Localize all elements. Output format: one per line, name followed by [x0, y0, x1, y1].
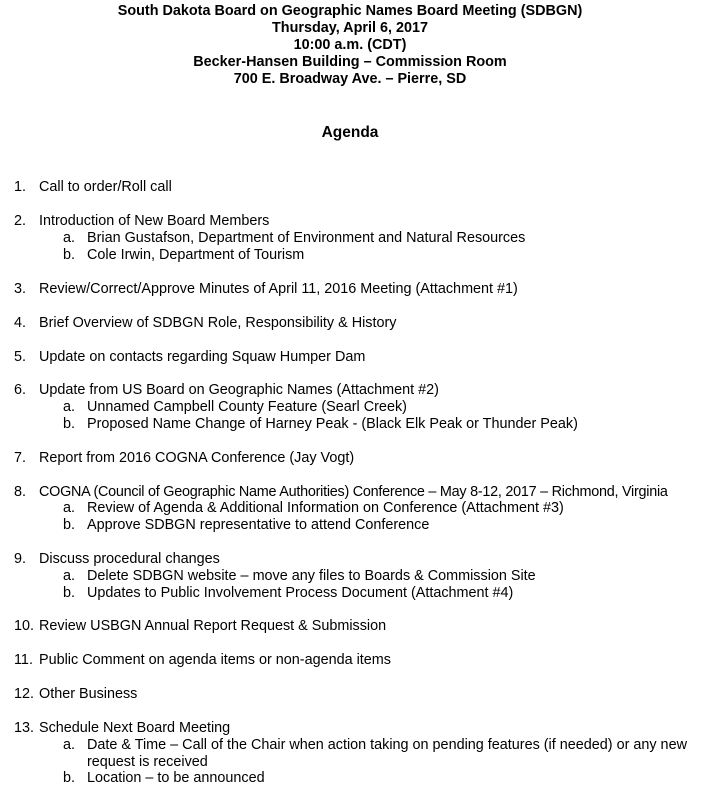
- item-number: 5.: [14, 349, 27, 365]
- item-number: 11.: [14, 652, 33, 668]
- subitem-letter: a.: [63, 737, 76, 753]
- item-text: Review/Correct/Approve Minutes of April 11, 2016 Meeting (Attachment #1): [39, 281, 518, 297]
- subitem-text: Cole Irwin, Department of Tourism: [87, 247, 305, 263]
- item-text: Discuss procedural changes: [39, 551, 220, 567]
- item-text: Review USBGN Annual Report Request & Submission: [39, 618, 387, 634]
- item-text: Introduction of New Board Members: [39, 213, 270, 229]
- item-text: Update from US Board on Geographic Names (Attachment #2): [39, 382, 439, 398]
- item-text: Public Comment on agenda items or non-agenda items: [39, 652, 391, 668]
- item-text: Schedule Next Board Meeting: [39, 720, 231, 736]
- item-number: 6.: [14, 382, 27, 398]
- item-number: 9.: [14, 551, 27, 567]
- header-title: South Dakota Board on Geographic Names Board Meeting (SDBGN): [117, 3, 583, 19]
- subitem-text: Location – to be announced: [87, 770, 265, 786]
- subitem-letter: b.: [63, 416, 76, 432]
- header-time: 10:00 a.m. (CDT): [293, 37, 407, 53]
- item-text: Other Business: [39, 686, 138, 702]
- subitem-text: Delete SDBGN website – move any files to Boards & Commission Site: [87, 568, 536, 584]
- item-number: 2.: [14, 213, 27, 229]
- item-text: Call to order/Roll call: [39, 179, 172, 195]
- subitem-letter: b.: [63, 247, 76, 263]
- item-number: 12.: [14, 686, 35, 702]
- header-date: Thursday, April 6, 2017: [272, 20, 428, 36]
- subitem-letter: b.: [63, 770, 76, 786]
- agenda-title: Agenda: [321, 124, 379, 141]
- subitem-letter: a.: [63, 230, 76, 246]
- subitem-text: Date & Time – Call of the Chair when action taking on pending features (if needed) or any new request is received: [87, 737, 687, 770]
- item-text: COGNA (Council of Geographic Name Authorities) Conference – May 8-12, 2017 – Richmond, Virginia: [39, 484, 668, 500]
- item-number: 10.: [14, 618, 35, 634]
- item-text: Report from 2016 COGNA Conference (Jay Vogt): [39, 450, 355, 466]
- subitem-text: Review of Agenda & Additional Information on Conference (Attachment #3): [87, 500, 564, 516]
- item-number: 4.: [14, 315, 27, 331]
- subitem-letter: a.: [63, 399, 76, 415]
- item-number: 7.: [14, 450, 27, 466]
- subitem-letter: b.: [63, 517, 76, 533]
- subitem-letter: b.: [63, 585, 76, 601]
- item-number: 3.: [14, 281, 27, 297]
- item-text: Update on contacts regarding Squaw Humper Dam: [39, 349, 366, 365]
- header-address: 700 E. Broadway Ave. – Pierre, SD: [233, 71, 467, 87]
- item-number: 8.: [14, 484, 27, 500]
- subitem-text: Approve SDBGN representative to attend Conference: [87, 517, 430, 533]
- subitem-text: Unnamed Campbell County Feature (Searl Creek): [87, 399, 407, 415]
- subitem-letter: a.: [63, 500, 76, 516]
- subitem-text: Brian Gustafson, Department of Environment and Natural Resources: [87, 230, 526, 246]
- subitem-letter: a.: [63, 568, 76, 584]
- subitem-text: Updates to Public Involvement Process Document (Attachment #4): [87, 585, 514, 601]
- item-number: 1.: [14, 179, 27, 195]
- subitem-text: Proposed Name Change of Harney Peak - (Black Elk Peak or Thunder Peak): [87, 416, 578, 432]
- header-building: Becker-Hansen Building – Commission Room: [193, 54, 507, 70]
- item-number: 13.: [14, 720, 35, 736]
- item-text: Brief Overview of SDBGN Role, Responsibility & History: [39, 315, 397, 331]
